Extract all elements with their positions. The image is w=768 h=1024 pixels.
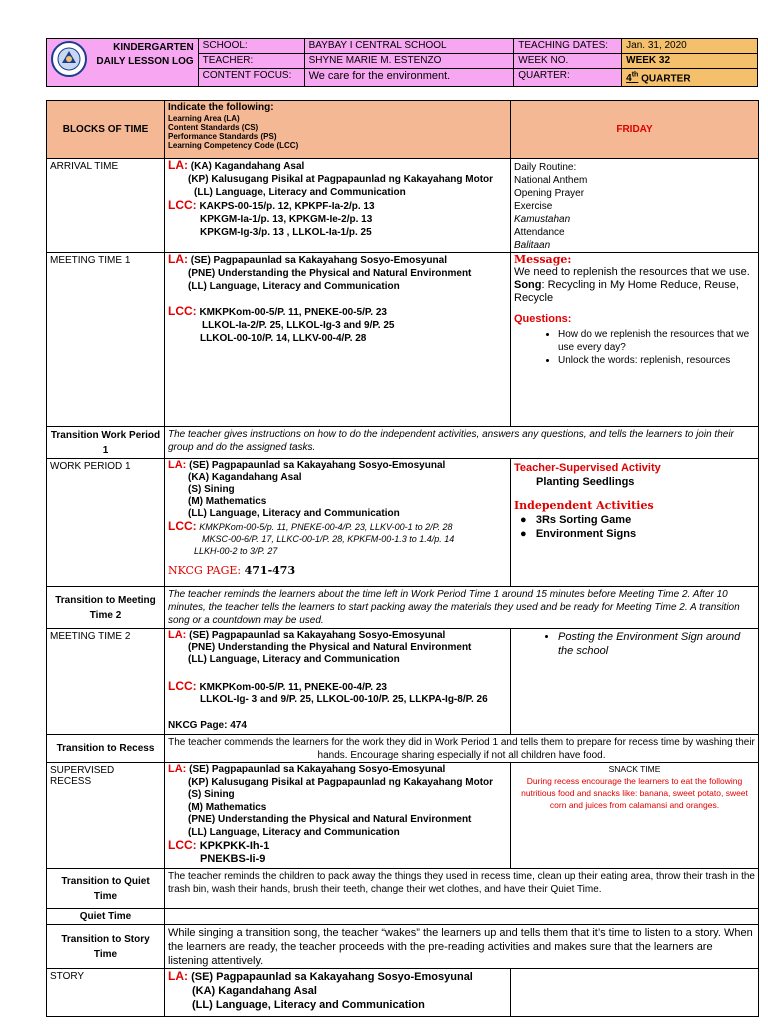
meeting2-nkcg: NKCG Page: 474 bbox=[168, 720, 247, 731]
quiet-time-label: Quiet Time bbox=[47, 909, 165, 925]
work1-la3: (S) Sining bbox=[188, 484, 235, 495]
teacher-value: SHYNE MARIE M. ESTENZO bbox=[304, 54, 514, 69]
arrival-la-cell bbox=[165, 159, 511, 253]
arrival-lcc2: KPKGM-Ia-1/p. 13, KPKGM-Ie-2/p. 13 bbox=[200, 214, 373, 225]
teacher-label: TEACHER: bbox=[198, 54, 304, 69]
meeting2-lcc2: LLKOL-Ig- 3 and 9/P. 25, LLKOL-00-10/P. 25, LLKPA-Ig-8/P. 26 bbox=[200, 694, 488, 705]
school-label: SCHOOL: bbox=[198, 39, 304, 54]
meeting1-lcc2: LLKOL-Ia-2/P. 25, LLKOL-Ig-3 and 9/P. 25 bbox=[202, 320, 395, 331]
arrival-lcc-tag: LCC: bbox=[168, 198, 197, 212]
recess-lcc1: KPKPKK-Ih-1 bbox=[199, 840, 270, 852]
header-table bbox=[46, 38, 758, 87]
song-text: : Recycling in My Home Reduce, Reuse, Recycle bbox=[514, 279, 739, 304]
arrival-la3: (LL) Language, Literacy and Communication bbox=[194, 187, 406, 198]
question-item: • Unlock the words: replenish, resources bbox=[558, 354, 755, 367]
story-la-cell bbox=[165, 969, 511, 1017]
routine-item: Attendance bbox=[514, 227, 565, 238]
quarter-num: 4 bbox=[626, 73, 632, 85]
week-label: WEEK NO. bbox=[514, 54, 622, 69]
work-period-1-label: WORK PERIOD 1 bbox=[47, 459, 165, 587]
story-content-cell bbox=[511, 969, 759, 1017]
quiet-time-cell bbox=[165, 909, 759, 925]
indicate-lcc: Learning Competency Code (LCC) bbox=[168, 141, 299, 150]
work1-la4: (M) Mathematics bbox=[188, 496, 267, 507]
meeting2-lcc1: KMKPKom-00-5/P. 11, PNEKE-00-4/P. 23 bbox=[199, 682, 387, 693]
questions-title: Questions: bbox=[514, 313, 572, 325]
routine-item: Opening Prayer bbox=[514, 188, 585, 199]
header-title-line2: DAILY LESSON LOG bbox=[96, 56, 194, 67]
work1-lcc2: MKSC-00-6/P. 17, LLKC-00-1/P. 28, KPKFM-00-1.3 to 1.4/p. 14 bbox=[202, 534, 455, 544]
school-value: BAYBAY I CENTRAL SCHOOL bbox=[304, 39, 514, 54]
quarter-label: QUARTER: bbox=[514, 69, 622, 87]
meeting1-lcc-tag: LCC: bbox=[168, 304, 197, 318]
meeting1-la2: (PNE) Understanding the Physical and Natural Environment bbox=[188, 268, 472, 279]
recess-label2: RECESS bbox=[50, 776, 92, 787]
indicate-cs: Content Standards (CS) bbox=[168, 123, 259, 132]
work1-lcc1: KMKPKom-00-5/p. 11, PNEKE-00-4/P. 23, LLKV-00-1 to 2/P. 28 bbox=[199, 522, 453, 532]
question-item: • How do we replenish the resources that we use every day? bbox=[558, 328, 755, 354]
friday-header: FRIDAY bbox=[511, 101, 759, 159]
work1-la5: (LL) Language, Literacy and Communication bbox=[188, 508, 400, 519]
quarter-sup: th bbox=[631, 72, 639, 79]
supervised-recess-label bbox=[47, 763, 165, 869]
recess-la3: (S) Sining bbox=[188, 789, 235, 800]
nkcg-label: NKCG PAGE: bbox=[168, 564, 242, 577]
transition-recess-text: The teacher commends the learners for the work they did in Work Period 1 and tells them to prepare for recess time by washing their hands. Encourage sharing especially if not all children have food. bbox=[165, 735, 759, 763]
week-value: WEEK 32 bbox=[622, 54, 758, 69]
recess-label1: SUPERVISED bbox=[50, 765, 115, 776]
indicate-title: Indicate the following: bbox=[168, 102, 274, 113]
teaching-dates-label: TEACHING DATES: bbox=[514, 39, 622, 54]
meeting2-la1: (SE) Pagpapaunlad sa Kakayahang Sosyo-Emosyunal bbox=[189, 630, 446, 641]
meeting1-la-cell bbox=[165, 253, 511, 427]
snack-text: During recess encourage the learners to eat the following nutritious food and snacks like: banana, sweet potato, sweet corn and juices from calamansi and oranges. bbox=[521, 776, 748, 810]
meeting2-activity: • Posting the Environment Sign around the school bbox=[558, 630, 755, 658]
recess-snack-cell bbox=[511, 763, 759, 869]
recess-lcc2: PNEKBS-Ii-9 bbox=[200, 852, 266, 865]
meeting2-activity-cell bbox=[511, 629, 759, 735]
transition-quiet-text: The teacher reminds the children to pack away the things they used in recess time, clean up their eating area, throw their trash in the trash bin, wash their hands, brush their teeth, change their wet clothes, and have their Quiet Time. bbox=[165, 869, 759, 909]
meeting1-la3: (LL) Language, Literacy and Communication bbox=[188, 281, 400, 292]
meeting2-la-cell bbox=[165, 629, 511, 735]
transition-work-period-1-label: Transition Work Period 1 bbox=[47, 427, 165, 459]
indicate-la: Learning Area (LA) bbox=[168, 114, 240, 123]
routine-item: Daily Routine: bbox=[514, 162, 577, 173]
message-text: We need to replenish the resources that we use. bbox=[514, 266, 750, 278]
tsa-item: Planting Seedlings bbox=[536, 476, 635, 488]
transition-story-time-label: Transition to Story Time bbox=[47, 925, 165, 969]
story-la2: (KA) Kagandahang Asal bbox=[192, 985, 317, 997]
routine-item: Kamustahan bbox=[514, 214, 571, 225]
transition-work1-text: The teacher gives instructions on how to do the independent activities, answers any questions, and tells the learners to join their group and do the assigned tasks. bbox=[165, 427, 759, 459]
work1-activities-cell bbox=[511, 459, 759, 587]
blocks-of-time-header: BLOCKS OF TIME bbox=[47, 101, 165, 159]
transition-story-text: While singing a transition song, the teacher “wakes” the learners up and tells them that it’s time to listen to a story. When the learners are ready, the teacher proceeds with the pre-reading activities and makes sure that the learners are listening attentively. bbox=[165, 925, 759, 969]
tsa-title: Teacher-Supervised Activity bbox=[514, 462, 661, 474]
arrival-lcc3: KPKGM-Ig-3/p. 13 , LLKOL-Ia-1/p. 25 bbox=[200, 227, 372, 238]
meeting1-lcc1: KMKPKom-00-5/P. 11, PNEKE-00-5/P. 23 bbox=[199, 307, 387, 318]
routine-item: National Anthem bbox=[514, 175, 588, 186]
recess-la-tag: LA: bbox=[168, 763, 187, 775]
meeting1-la-tag: LA: bbox=[168, 252, 188, 266]
content-focus-label: CONTENT FOCUS: bbox=[198, 69, 304, 87]
story-label: STORY bbox=[47, 969, 165, 1017]
transition-meeting-2-label: Transition to Meeting Time 2 bbox=[47, 587, 165, 629]
meeting2-lcc-tag: LCC: bbox=[168, 679, 197, 693]
meeting1-content-cell bbox=[511, 253, 759, 427]
indicate-header bbox=[165, 101, 511, 159]
transition-quiet-time-label: Transition to Quiet Time bbox=[47, 869, 165, 909]
quarter-word: QUARTER bbox=[641, 73, 691, 85]
ia-item bbox=[514, 513, 755, 527]
message-title: Message: bbox=[514, 253, 572, 266]
recess-la6: (LL) Language, Literacy and Communication bbox=[188, 826, 400, 838]
work1-la2: (KA) Kagandahang Asal bbox=[188, 472, 302, 483]
story-la1: (SE) Pagpapaunlad sa Kakayahang Sosyo-Emosyunal bbox=[191, 971, 473, 983]
recess-la1: (SE) Pagpapaunlad sa Kakayahang Sosyo-Emosyunal bbox=[189, 764, 446, 775]
story-la-tag: LA: bbox=[168, 969, 188, 983]
ia-item-text: Environment Signs bbox=[535, 528, 637, 540]
lesson-table bbox=[46, 100, 759, 1017]
meeting2-la-tag: LA: bbox=[168, 629, 187, 641]
header-logo-cell bbox=[47, 39, 199, 87]
quarter-value bbox=[622, 69, 758, 87]
ia-item-text: 3Rs Sorting Game bbox=[535, 514, 632, 526]
work1-la-cell bbox=[165, 459, 511, 587]
teaching-dates-value: Jan. 31, 2020 bbox=[622, 39, 758, 54]
song-label: Song bbox=[514, 279, 542, 291]
recess-la-cell bbox=[165, 763, 511, 869]
ia-item bbox=[514, 527, 755, 541]
bullet-icon: ● bbox=[520, 528, 527, 540]
bullet-icon: ● bbox=[520, 514, 527, 526]
transition-recess-label: Transition to Recess bbox=[47, 735, 165, 763]
work1-lcc3: LLKH-00-2 to 3/P. 27 bbox=[194, 546, 278, 556]
arrival-la2: (KP) Kalusugang Pisikal at Pagpapaunlad ng Kakayahang Motor bbox=[188, 174, 494, 185]
ia-title: Independent Activities bbox=[514, 499, 654, 512]
arrival-time-label: ARRIVAL TIME bbox=[47, 159, 165, 253]
recess-la4: (M) Mathematics bbox=[188, 801, 267, 813]
work1-la-tag: LA: bbox=[168, 459, 187, 471]
header-title-line1: KINDERGARTEN bbox=[113, 42, 194, 53]
content-focus-value: We care for the environment. bbox=[304, 69, 514, 87]
arrival-lcc1: KAKPS-00-15/p. 12, KPKPF-Ia-2/p. 13 bbox=[199, 201, 375, 212]
meeting1-la1: (SE) Pagpapaunlad sa Kakayahang Sosyo-Emosyunal bbox=[190, 255, 447, 266]
meeting-time-2-label: MEETING TIME 2 bbox=[47, 629, 165, 735]
routine-item: Exercise bbox=[514, 201, 553, 212]
indicate-ps: Performance Standards (PS) bbox=[168, 132, 277, 141]
work1-lcc-tag: LCC: bbox=[168, 519, 197, 533]
meeting2-la2: (PNE) Understanding the Physical and Natural Environment bbox=[188, 642, 472, 653]
story-la3: (LL) Language, Literacy and Communication bbox=[192, 999, 425, 1011]
routine-item: Balitaan bbox=[514, 240, 551, 251]
arrival-la-tag: LA: bbox=[168, 158, 188, 172]
recess-la2: (KP) Kalusugang Pisikal at Pagpapaunlad ng Kakayahang Motor bbox=[188, 776, 494, 788]
work1-la1: (SE) Pagpapaunlad sa Kakayahang Sosyo-Emosyunal bbox=[189, 460, 446, 471]
deped-seal-icon bbox=[51, 41, 87, 77]
arrival-la1: (KA) Kagandahang Asal bbox=[190, 161, 305, 172]
recess-la5: (PNE) Understanding the Physical and Natural Environment bbox=[188, 814, 472, 825]
recess-lcc-tag: LCC: bbox=[168, 838, 197, 852]
snack-title: SNACK TIME bbox=[608, 764, 661, 774]
meeting1-lcc3: LLKOL-00-10/P. 14, LLKV-00-4/P. 28 bbox=[200, 333, 367, 344]
meeting-time-1-label: MEETING TIME 1 bbox=[47, 253, 165, 427]
arrival-routine-cell bbox=[511, 159, 759, 253]
nkcg-value: 471-473 bbox=[244, 564, 296, 577]
transition-meeting2-text: The teacher reminds the learners about the time left in Work Period Time 1 around 15 minutes before Meeting Time 2. After 10 minutes, the teacher tells the learners to start packing away the materials they used and be ready for Meeting Time 2. A transition song or a countdown may be used. bbox=[165, 587, 759, 629]
meeting2-la3: (LL) Language, Literacy and Communication bbox=[188, 654, 400, 665]
